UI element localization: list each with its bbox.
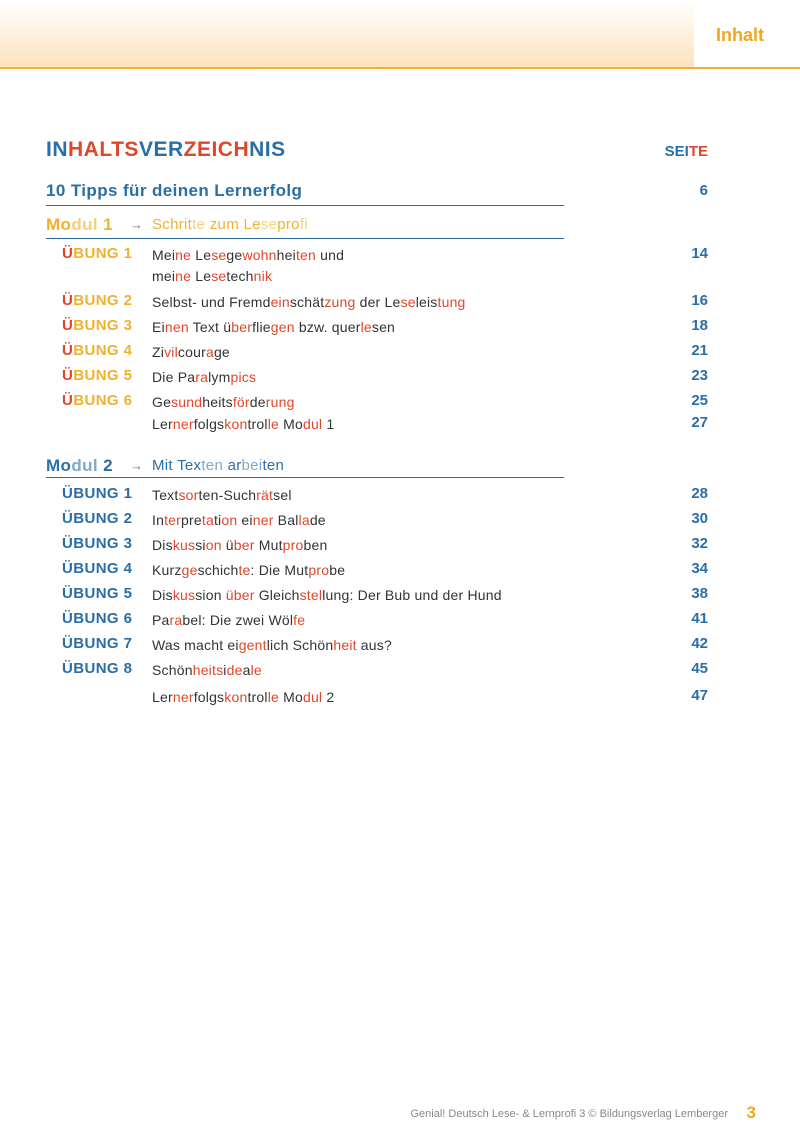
module-1-label: Modul 1	[46, 215, 114, 234]
tips-rule	[46, 205, 564, 206]
exercise-page-number: 47	[691, 687, 708, 704]
toc-entry[interactable]	[0, 687, 800, 711]
exercise-title: Gesundheitsförderung	[152, 394, 295, 410]
exercise-page-number: 25	[691, 392, 708, 409]
exercise-page-number: 27	[691, 414, 708, 431]
exercise-page-number: 23	[691, 367, 708, 384]
toc-entry[interactable]	[0, 485, 800, 509]
exercise-title: Meine Lesegewohnheiten und meine Lesetechnik	[152, 247, 345, 284]
exercise-title: Lernerfolgskontrolle Modul 1	[152, 416, 335, 432]
tips-title: 10 Tipps für deinen Lernerfolg	[46, 181, 303, 200]
tips-row[interactable]	[46, 181, 708, 205]
exercise-page-number: 21	[691, 342, 708, 359]
exercise-label: ÜBUNG 5	[62, 585, 133, 602]
exercise-label: ÜBUNG 1	[62, 245, 133, 262]
module-2-rule	[46, 477, 564, 478]
exercise-label: ÜBUNG 2	[62, 510, 133, 527]
arrow-right-icon: →	[130, 217, 143, 232]
toc-entry[interactable]	[0, 245, 800, 284]
toc-entry[interactable]	[0, 585, 800, 609]
header-rule	[0, 67, 800, 69]
exercise-page-number: 32	[691, 535, 708, 552]
exercise-title: Diskussion über Gleichstellung: Der Bub und der Hund	[152, 587, 502, 603]
exercise-label: ÜBUNG 3	[62, 317, 133, 334]
section-label: Inhalt	[716, 25, 764, 45]
exercise-label: ÜBUNG 6	[62, 392, 133, 409]
toc-entry[interactable]	[0, 414, 800, 438]
header-band	[0, 0, 694, 68]
exercise-title: Was macht eigentlich Schönheit aus?	[152, 637, 392, 653]
module-1-rule	[46, 238, 564, 239]
exercise-page-number: 42	[691, 635, 708, 652]
exercise-page-number: 28	[691, 485, 708, 502]
exercise-title: Interpretation einer Ballade	[152, 512, 326, 528]
arrow-right-icon: →	[130, 458, 143, 473]
exercise-label: ÜBUNG 6	[62, 610, 133, 627]
exercise-title: Schönheitsideale	[152, 662, 262, 678]
exercise-label: ÜBUNG 4	[62, 560, 133, 577]
toc-entry[interactable]	[0, 292, 800, 316]
exercise-page-number: 41	[691, 610, 708, 627]
exercise-label: ÜBUNG 7	[62, 635, 133, 652]
footer-copyright: Genial! Deutsch Lese- & Lernprofi 3 © Bildungsverlag Lemberger	[410, 1108, 728, 1120]
module-2-label: Modul 2	[46, 456, 114, 475]
toc-entry[interactable]	[0, 392, 800, 416]
exercise-title: Lernerfolgskontrolle Modul 2	[152, 689, 335, 705]
exercise-label: ÜBUNG 3	[62, 535, 133, 552]
exercise-page-number: 30	[691, 510, 708, 527]
toc-entry[interactable]	[0, 317, 800, 341]
tips-page-number: 6	[699, 182, 708, 199]
page-column-header: SEITE	[664, 143, 708, 160]
exercise-page-number: 34	[691, 560, 708, 577]
exercise-label: ÜBUNG 2	[62, 292, 133, 309]
module-1-heading[interactable]	[46, 215, 606, 239]
exercise-label: ÜBUNG 4	[62, 342, 133, 359]
exercise-page-number: 18	[691, 317, 708, 334]
exercise-title: Textsorten-Suchrätsel	[152, 487, 292, 503]
toc-entry[interactable]	[0, 367, 800, 391]
module-2-title: Mit Texten arbeiten	[152, 457, 285, 474]
exercise-page-number: 16	[691, 292, 708, 309]
toc-title: INHALTSVERZEICHNIS	[46, 138, 286, 161]
toc-entry[interactable]	[0, 660, 800, 684]
footer-page-number: 3	[746, 1103, 756, 1122]
exercise-label: ÜBUNG 5	[62, 367, 133, 384]
exercise-label: ÜBUNG 8	[62, 660, 133, 677]
toc-entry[interactable]	[0, 635, 800, 659]
exercise-title: Parabel: Die zwei Wölfe	[152, 612, 306, 628]
exercise-page-number: 45	[691, 660, 708, 677]
exercise-page-number: 38	[691, 585, 708, 602]
exercise-title: Diskussion über Mutproben	[152, 537, 328, 553]
toc-entry[interactable]	[0, 610, 800, 634]
exercise-title: Einen Text überfliegen bzw. querlesen	[152, 319, 396, 335]
exercise-title: Zivilcourage	[152, 344, 230, 360]
exercise-title: Kurzgeschichte: Die Mutprobe	[152, 562, 346, 578]
toc-entry[interactable]	[0, 560, 800, 584]
exercise-title: Die Paralympics	[152, 369, 257, 385]
exercise-label: ÜBUNG 1	[62, 485, 133, 502]
toc-entry[interactable]	[0, 342, 800, 366]
module-1-title: Schritte zum Leseprofi	[152, 216, 308, 233]
toc-entry[interactable]	[0, 510, 800, 534]
exercise-page-number: 14	[691, 245, 708, 262]
exercise-title: Selbst- und Fremdeinschätzung der Leseleistung	[152, 294, 466, 310]
toc-entry[interactable]	[0, 535, 800, 559]
